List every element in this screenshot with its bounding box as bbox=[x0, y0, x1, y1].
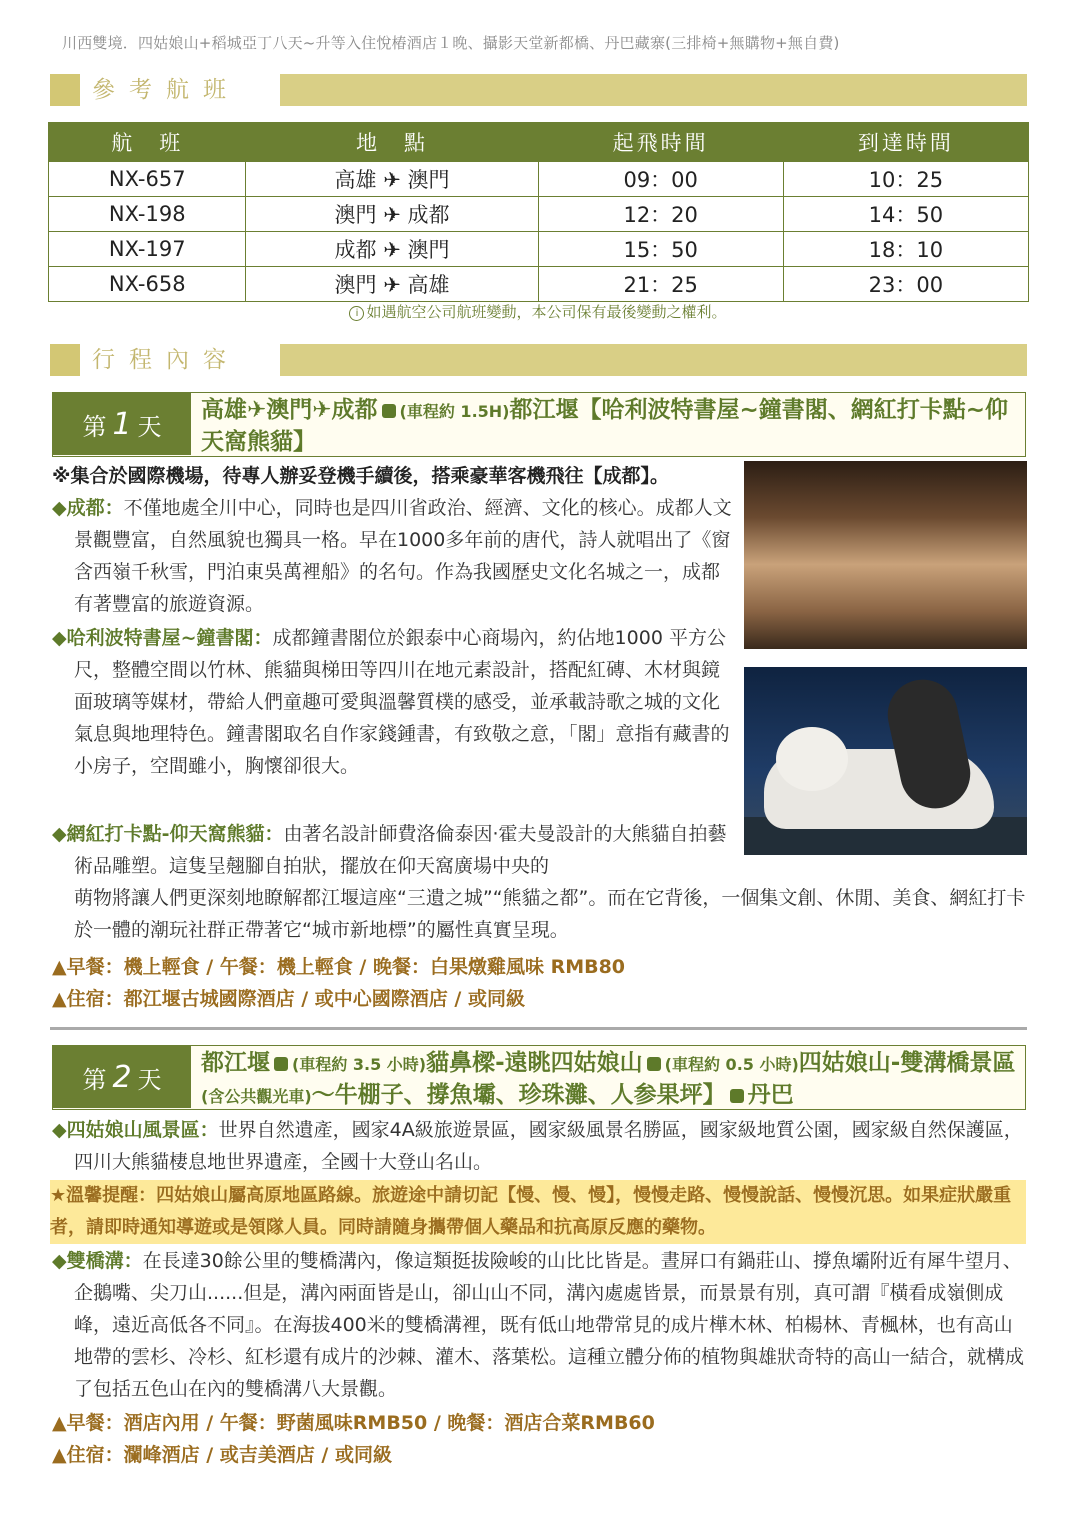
day2-meals: ▲早餐：酒店內用 / 午餐：野菌風味RMB50 / 晚餐：酒店合菜RMB60 bbox=[52, 1412, 655, 1434]
flight-note-text: 如遇航空公司航班變動，本公司保有最後變動之權利。 bbox=[366, 303, 727, 321]
section-tag bbox=[50, 344, 80, 376]
bus-icon bbox=[647, 1057, 661, 1071]
table-row bbox=[49, 162, 1029, 197]
day2-label: 第 2 天 bbox=[53, 1046, 191, 1108]
day2-title: 都江堰 (車程約 3.5 小時)貓鼻樑-遠眺四姑娘山 (車程約 0.5 小時)四姑娘山-雙溝橋景區(含公共觀光車)～牛棚子、撐魚壩、珍珠灘、人参果坪】 丹巴 bbox=[201, 1050, 1016, 1108]
day2-shuangqiao: ◆雙橋溝：在長達30餘公里的雙橋溝內，像這類挺拔險峻的山比比皆是。晝屏口有鍋莊山、撐魚壩附近有犀牛望月、企鵝嘴、尖刀山......但是，溝內兩面皆是山，卻山山不同，溝內處處皆景，而景景有別，真可謂『橫看成嶺側成峰，遠近高低各不同』。在海拔400米的雙橋溝裡，既有低山地帶常見的成片樺木林、柏楊林、青楓林，也有高山地帶的雲杉、冷杉、紅杉還有成片的沙棘、灌木、落葉松。這種立體分佈的植物與雄狀奇特的高山一結合，就構成了包括五色山在內的雙橋溝八大景觀。 bbox=[52, 1250, 1025, 1400]
day1-title: 高雄✈澳門✈成都 (車程約 1.5H)都江堰【哈利波特書屋~鐘書閣、網紅打卡點~仰天窩熊貓】 bbox=[201, 397, 1009, 455]
flight-route: 澳門 ✈ 高雄 bbox=[246, 267, 538, 302]
col-arrival: 到達時間 bbox=[783, 123, 1028, 162]
flight-note bbox=[0, 301, 1076, 322]
day1-header bbox=[52, 392, 1026, 457]
bookstore-photo bbox=[744, 461, 1027, 649]
day2-warning: ★溫馨提醒：四姑娘山屬高原地區路線。旅遊途中請切記【慢、慢、慢】，慢慢走路、慢慢說話、慢慢沉思。如果症狀嚴重者，請即時通知導遊或是領隊人員。同時請隨身攜帶個人藥品和抗高原反應的藥物。 bbox=[50, 1180, 1026, 1244]
table-row bbox=[49, 232, 1029, 267]
flight-no: NX-658 bbox=[49, 267, 246, 302]
flight-dep: 09：00 bbox=[538, 162, 783, 197]
panda-sculpture-photo bbox=[744, 667, 1027, 855]
flight-route: 澳門 ✈ 成都 bbox=[246, 197, 538, 232]
table-header-row bbox=[49, 123, 1029, 162]
flight-arr: 18：10 bbox=[783, 232, 1028, 267]
bus-icon bbox=[274, 1057, 288, 1071]
flight-table bbox=[48, 122, 1029, 302]
day1-chengdu: ◆成都：不僅地處全川中心，同時也是四川省政治、經濟、文化的核心。成都人文景觀豐富，自然風貌也獨具一格。早在1000多年前的唐代，詩人就唱出了《窗含西嶺千秋雪，門泊東吳萬裡船》的名句。作為我國歷史文化名城之一，成都有著豐富的旅遊資源。 bbox=[52, 497, 732, 615]
flight-route: 高雄 ✈ 澳門 bbox=[246, 162, 538, 197]
day1-label: 第 1 天 bbox=[53, 393, 191, 455]
flight-route: 成都 ✈ 澳門 bbox=[246, 232, 538, 267]
bus-icon bbox=[382, 404, 396, 418]
flight-dep: 15：50 bbox=[538, 232, 783, 267]
flight-no: NX-657 bbox=[49, 162, 246, 197]
day1-bookstore: ◆哈利波特書屋~鐘書閣：成都鐘書閣位於銀泰中心商場內，約佔地1000 平方公尺，整體空間以竹林、熊貓與梯田等四川在地元素設計，搭配紅磚、木材與鏡面玻璃等媒材，帶給人們童趣可愛與溫馨質樸的感受，並承載詩歌之城的文化氣息與地理特色。鐘書閣取名自作家錢鍾書，有致敬之意，「閣」意指有藏書的小房子，空間雖小，胸懷卻很大。 bbox=[52, 627, 730, 777]
day1-intro: ※集合於國際機場，待專人辦妥登機手續後，搭乘豪華客機飛往【成都】。 bbox=[52, 465, 669, 487]
day1-meals: ▲早餐：機上輕食 / 午餐：機上輕食 / 晚餐：白果燉雞風味 RMB80 bbox=[52, 956, 626, 978]
section-itinerary-bar bbox=[50, 344, 1027, 376]
day1-hotel: ▲住宿：都江堰古城國際酒店 / 或中心國際酒店 / 或同級 bbox=[52, 988, 525, 1010]
panda-head bbox=[776, 727, 848, 791]
day2-header bbox=[52, 1045, 1026, 1110]
flight-dep: 12：20 bbox=[538, 197, 783, 232]
flight-arr: 10：25 bbox=[783, 162, 1028, 197]
flight-dep: 21：25 bbox=[538, 267, 783, 302]
flight-arr: 14：50 bbox=[783, 197, 1028, 232]
table-row bbox=[49, 197, 1029, 232]
day2-hotel: ▲住宿：瀾峰酒店 / 或吉美酒店 / 或同級 bbox=[52, 1444, 392, 1466]
flight-arr: 23：00 bbox=[783, 267, 1028, 302]
document-header: 川西雙境．四姑娘山+稻城亞丁八天~升等入住悅椿酒店１晚、攝影天堂新都橋、丹巴藏寨(三排椅+無購物+無自費) bbox=[62, 34, 840, 52]
col-departure: 起飛時間 bbox=[538, 123, 783, 162]
table-row bbox=[49, 267, 1029, 302]
section-tag bbox=[50, 74, 80, 106]
flight-no: NX-197 bbox=[49, 232, 246, 267]
section-flights-bar bbox=[50, 74, 1027, 106]
day1-panda-cont: 萌物將讓人們更深刻地瞭解都江堰這座“三遺之城”“熊貓之都”。而在它背後，一個集文創、休閒、美食、網紅打卡於一體的潮玩社群正帶著它“城市新地標”的屬性真實呈現。 bbox=[74, 887, 1026, 941]
info-icon: i bbox=[349, 306, 364, 321]
bus-icon bbox=[730, 1089, 744, 1103]
flight-no: NX-198 bbox=[49, 197, 246, 232]
section-title-itinerary: 行程內容 bbox=[80, 344, 280, 376]
section-title-flights: 參考航班 bbox=[80, 74, 280, 106]
col-flight: 航 班 bbox=[49, 123, 246, 162]
day2-siguniang: ◆四姑娘山風景區：世界自然遺產，國家4A級旅遊景區，國家級風景名勝區，國家級地質公園，國家級自然保護區，四川大熊貓棲息地世界遺產，全國十大登山名山。 bbox=[52, 1119, 1023, 1173]
day1-panda: ◆網紅打卡點-仰天窩熊貓：由著名設計師費洛倫泰因·霍夫曼設計的大熊貓自拍藝術品雕塑。這隻呈翹腳自拍狀，擺放在仰天窩廣場中央的 bbox=[52, 823, 727, 877]
day-divider bbox=[50, 1027, 1027, 1030]
col-route: 地 點 bbox=[246, 123, 538, 162]
